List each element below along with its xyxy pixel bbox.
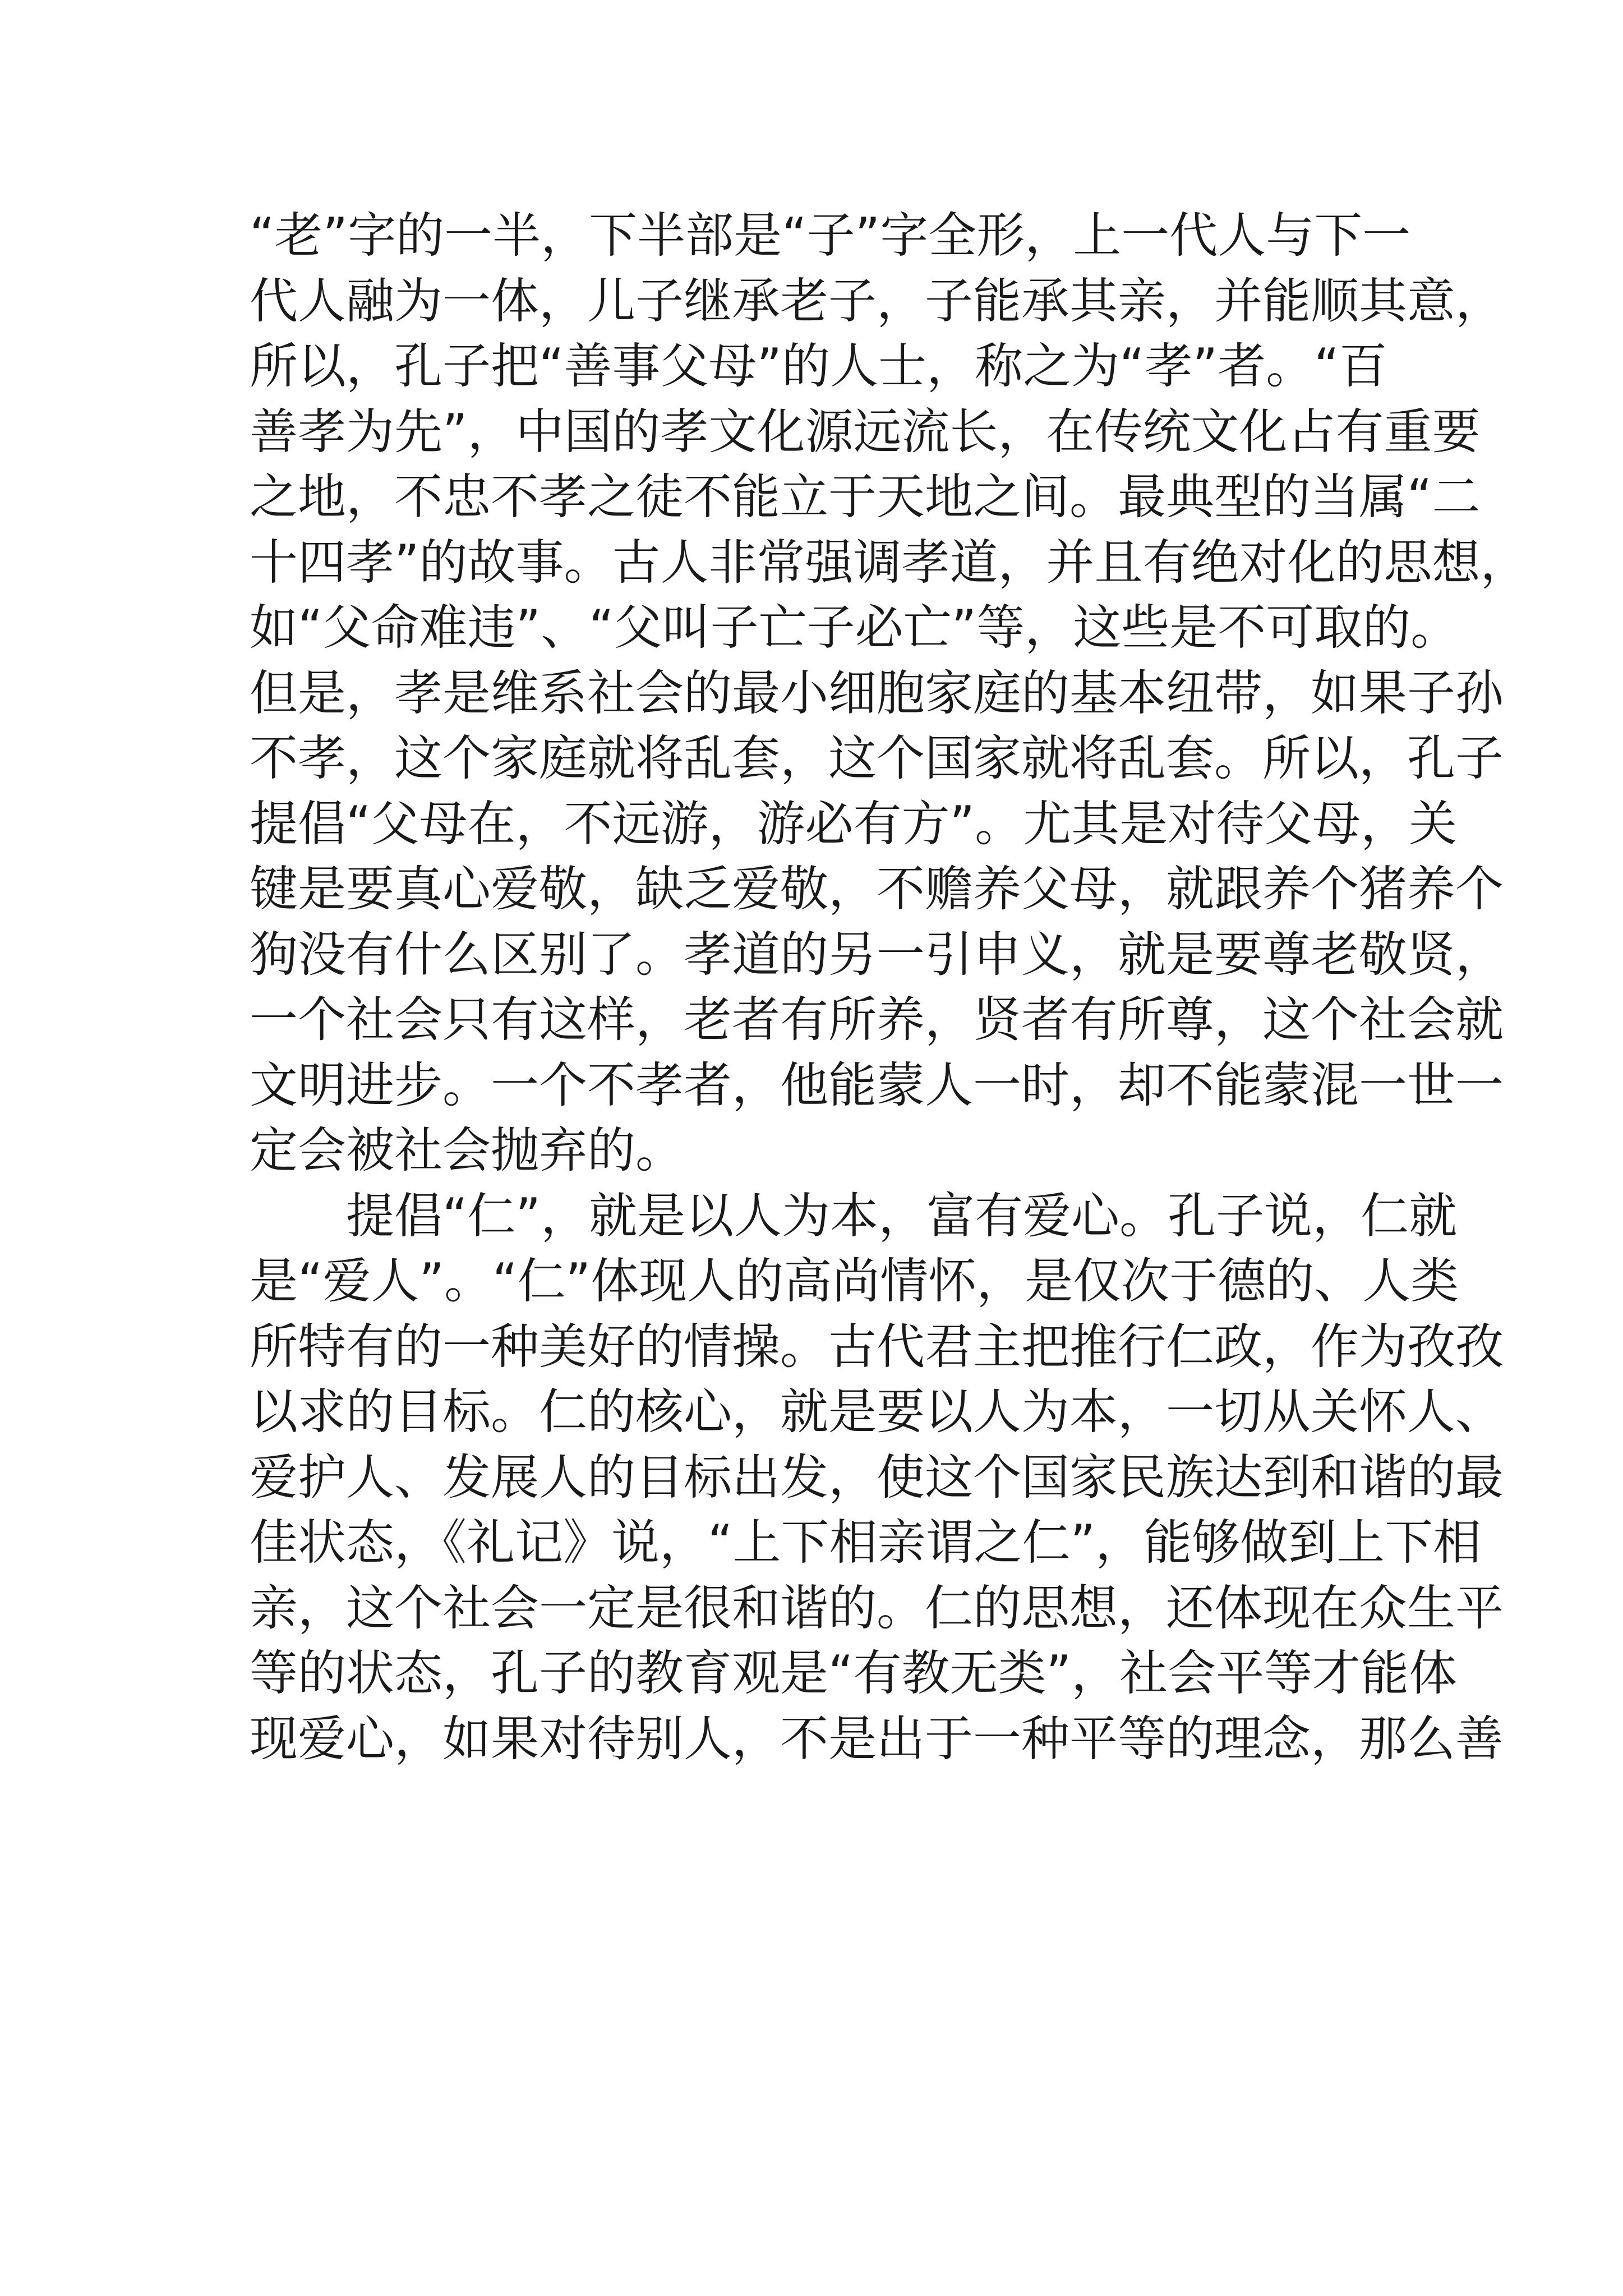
text-line: 等的状态，孔子的教育观是“有教无类”，社会平等才能体 [250,1645,1458,1701]
text-line: 是“爱人”。“仁”体现人的高尚情怀，是仅次于德的、人类 [250,1253,1459,1309]
text-line: 如“父命难违”、“父叫子亡子必亡”等，这些是不可取的。 [250,600,1459,656]
text-line: 十四孝”的故事。古人非常强调孝道，并且有绝对化的思想， [250,534,1529,591]
text-line: 狗没有什么区别了。孝道的另一引申义，就是要尊老敬贤， [250,926,1504,983]
text-line: 亲，这个社会一定是很和谐的。仁的思想，还体现在众生平 [250,1580,1504,1636]
text-line: “老”字的一半，下半部是“子”字全形，上一代人与下一 [250,208,1411,264]
text-line: 定会被社会抛弃的。 [250,1122,684,1179]
text-line: 键是要真心爱敬，缺乏爱敬，不赡养父母，就跟养个猪养个 [250,861,1504,917]
paragraph-2 [250,1184,1504,1772]
text-line: 提倡“仁”，就是以人为本，富有爱心。孔子说，仁就 [346,1188,1458,1244]
text-line: 现爱心，如果对待别人，不是出于一种平等的理念，那么善 [250,1710,1504,1767]
text-line: 提倡“父母在，不远游，游必有方”。尤其是对待父母，关 [250,795,1458,852]
text-line: 所以，孔子把“善事父母”的人士，称之为“孝”者。“百 [250,338,1387,394]
text-line: 善孝为先”，中国的孝文化源远流长，在传统文化占有重要 [250,403,1481,460]
text-line: 一个社会只有这样，老者有所养，贤者有所尊，这个社会就 [250,992,1504,1048]
text-line: 佳状态，《礼记》说，“上下相亲谓之仁”，能够做到上下相 [250,1515,1482,1571]
text-line: 之地，不忠不孝之徒不能立于天地之间。最典型的当属“二 [250,469,1481,525]
text-line: 代人融为一体，儿子继承老子，子能承其亲，并能顺其意， [250,273,1504,329]
text-line: 不孝，这个家庭就将乱套，这个国家就将乱套。所以，孔子 [250,730,1504,786]
text-line: 但是，孝是维系社会的最小细胞家庭的基本纽带，如果子孙 [250,665,1504,721]
text-line: 所特有的一种美好的情操。古代君主把推行仁政，作为孜孜 [250,1318,1504,1375]
text-line: 爱护人、发展人的目标出发，使这个国家民族达到和谐的最 [250,1449,1504,1506]
paragraph-1 [250,203,1529,1184]
body-text [250,203,1529,1772]
text-line: 文明进步。一个不孝者，他能蒙人一时，却不能蒙混一世一 [250,1057,1504,1114]
text-line: 以求的目标。仁的核心，就是要以人为本，一切从关怀人、 [250,1384,1504,1440]
